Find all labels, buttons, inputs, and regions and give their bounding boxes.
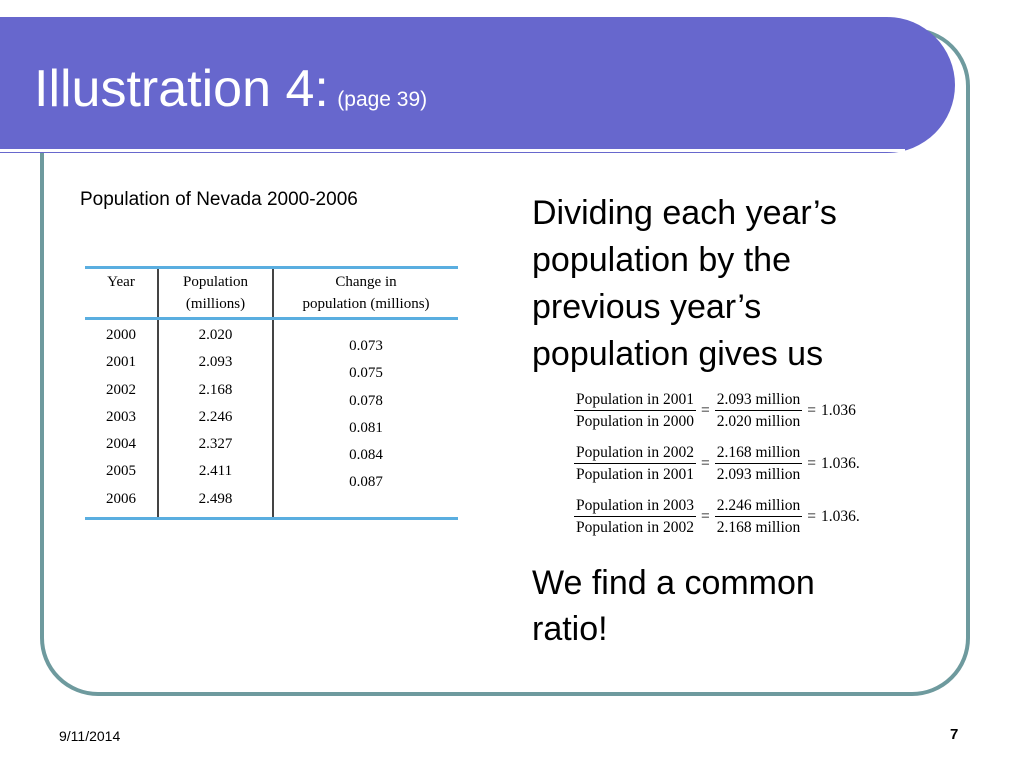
equals-sign: = [807,401,817,419]
slide-title [34,60,428,118]
year-cell: 2006 [106,490,136,507]
equals-sign: = [807,507,817,525]
fraction-numerator: Population in 2002 [574,443,696,464]
population-cell: 2.020 [198,327,233,343]
slide-title-main: Illustration 4: [34,60,329,118]
equals-sign: = [700,454,710,472]
conclusion-text: We find a common ratio! [532,564,815,648]
header-change-line1: Change in [335,274,397,290]
ratio-equation [574,490,860,543]
header-year [85,268,158,319]
fraction-denominator: Population in 2000 [576,413,694,430]
title-bar [0,17,955,153]
year-cell: 2005 [106,463,136,480]
header-change [273,268,458,319]
year-cell: 2002 [106,381,136,398]
change-cell: 0.081 [349,419,383,436]
fraction-denominator: 2.093 million [716,466,801,483]
header-population-line2: (millions) [185,296,246,312]
fraction-numerator: 2.168 million [715,443,803,464]
population-table [85,266,458,520]
title-underline [0,149,905,152]
fraction-numerator: Population in 2003 [574,496,696,517]
label-fraction [574,390,696,431]
fraction-numerator: 2.093 million [715,390,803,411]
footer-date: 9/11/2014 [59,728,121,744]
fraction-denominator: 2.020 million [716,413,801,430]
ratio-result: 1.036. [821,454,860,472]
fraction-denominator: Population in 2001 [576,466,694,483]
population-cell: 2.246 [198,408,233,425]
header-population [158,268,273,319]
year-cell: 2003 [106,408,136,425]
header-change-line2: population (millions) [302,296,430,312]
population-cell: 2.168 [198,381,233,398]
ratio-result: 1.036 [821,401,856,419]
fraction-numerator: Population in 2001 [574,390,696,411]
fraction-denominator: 2.168 million [716,519,801,536]
ratio-equation [574,384,860,437]
equals-sign: = [700,401,710,419]
header-population-line1: Population [182,274,248,290]
population-cell: 2.327 [198,436,233,453]
change-cell: 0.084 [349,447,383,464]
table-header-row [85,268,458,319]
fraction-numerator: 2.246 million [715,496,803,517]
table-body-row [85,319,458,519]
header-year-label: Year [107,274,135,290]
explanation-text: Dividing each year’s population by the previous year’s population gives us [532,194,837,373]
population-cell: 2.093 [198,354,233,371]
slide-title-page-ref: (page 39) [337,88,428,111]
change-cell: 0.087 [349,474,383,491]
year-cell: 2000 [106,327,136,343]
ratio-result: 1.036. [821,507,860,525]
value-fraction [715,390,803,431]
value-fraction [715,443,803,484]
year-cell: 2001 [106,354,136,371]
value-fraction [715,496,803,537]
year-column [85,319,158,519]
fraction-denominator: Population in 2002 [576,519,694,536]
change-cell: 0.073 [349,338,383,354]
slide-number: 7 [950,726,959,743]
equals-sign: = [807,454,817,472]
label-fraction [574,496,696,537]
ratio-equation [574,437,860,490]
population-cell: 2.498 [198,490,233,507]
change-cell: 0.078 [349,392,383,409]
table-caption: Population of Nevada 2000-2006 [80,189,358,210]
equals-sign: = [700,507,710,525]
label-fraction [574,443,696,484]
year-cell: 2004 [106,436,136,453]
population-column [158,319,273,519]
change-column [273,319,458,519]
change-cell: 0.075 [349,365,383,382]
population-cell: 2.411 [198,463,233,480]
ratio-equations [574,384,860,543]
